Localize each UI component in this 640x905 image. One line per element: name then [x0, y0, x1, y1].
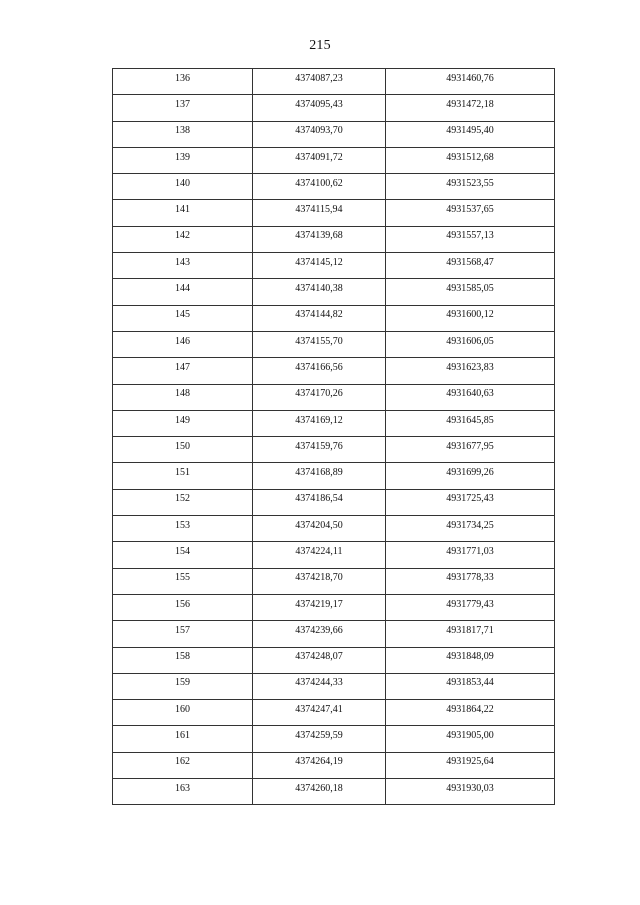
y-coordinate-cell: 4931523,55: [386, 174, 555, 200]
point-number-cell: 162: [113, 752, 253, 778]
table-row: [113, 226, 555, 252]
y-coordinate-cell: 4931925,64: [386, 752, 555, 778]
point-number-cell: 141: [113, 200, 253, 226]
y-coordinate-cell: 4931817,71: [386, 621, 555, 647]
y-coordinate-cell: 4931606,05: [386, 331, 555, 357]
x-coordinate-cell: 4374247,41: [253, 700, 386, 726]
y-coordinate-cell: 4931734,25: [386, 516, 555, 542]
x-coordinate-cell: 4374259,59: [253, 726, 386, 752]
x-coordinate-cell: 4374248,07: [253, 647, 386, 673]
y-coordinate-cell: 4931778,33: [386, 568, 555, 594]
x-coordinate-cell: 4374145,12: [253, 253, 386, 279]
point-number-cell: 150: [113, 437, 253, 463]
y-coordinate-cell: 4931472,18: [386, 95, 555, 121]
table-row: [113, 384, 555, 410]
y-coordinate-cell: 4931645,85: [386, 410, 555, 436]
y-coordinate-cell: 4931495,40: [386, 121, 555, 147]
table-row: [113, 200, 555, 226]
table-row: [113, 69, 555, 95]
x-coordinate-cell: 4374204,50: [253, 516, 386, 542]
x-coordinate-cell: 4374139,68: [253, 226, 386, 252]
x-coordinate-cell: 4374244,33: [253, 673, 386, 699]
point-number-cell: 159: [113, 673, 253, 699]
table-row: [113, 463, 555, 489]
point-number-cell: 136: [113, 69, 253, 95]
x-coordinate-cell: 4374091,72: [253, 147, 386, 173]
table-row: [113, 779, 555, 805]
table-row: [113, 410, 555, 436]
point-number-cell: 142: [113, 226, 253, 252]
point-number-cell: 148: [113, 384, 253, 410]
table-row: [113, 437, 555, 463]
point-number-cell: 146: [113, 331, 253, 357]
y-coordinate-cell: 4931600,12: [386, 305, 555, 331]
table-row: [113, 305, 555, 331]
point-number-cell: 149: [113, 410, 253, 436]
y-coordinate-cell: 4931677,95: [386, 437, 555, 463]
point-number-cell: 156: [113, 594, 253, 620]
point-number-cell: 139: [113, 147, 253, 173]
x-coordinate-cell: 4374093,70: [253, 121, 386, 147]
x-coordinate-cell: 4374260,18: [253, 779, 386, 805]
x-coordinate-cell: 4374168,89: [253, 463, 386, 489]
x-coordinate-cell: 4374166,56: [253, 358, 386, 384]
x-coordinate-cell: 4374170,26: [253, 384, 386, 410]
x-coordinate-cell: 4374100,62: [253, 174, 386, 200]
x-coordinate-cell: 4374219,17: [253, 594, 386, 620]
point-number-cell: 153: [113, 516, 253, 542]
y-coordinate-cell: 4931848,09: [386, 647, 555, 673]
table-row: [113, 174, 555, 200]
x-coordinate-cell: 4374140,38: [253, 279, 386, 305]
y-coordinate-cell: 4931779,43: [386, 594, 555, 620]
point-number-cell: 145: [113, 305, 253, 331]
point-number-cell: 152: [113, 489, 253, 515]
table-row: [113, 121, 555, 147]
y-coordinate-cell: 4931771,03: [386, 542, 555, 568]
y-coordinate-cell: 4931537,65: [386, 200, 555, 226]
x-coordinate-cell: 4374264,19: [253, 752, 386, 778]
point-number-cell: 144: [113, 279, 253, 305]
y-coordinate-cell: 4931640,63: [386, 384, 555, 410]
x-coordinate-cell: 4374115,94: [253, 200, 386, 226]
table-row: [113, 621, 555, 647]
y-coordinate-cell: 4931699,26: [386, 463, 555, 489]
x-coordinate-cell: 4374087,23: [253, 69, 386, 95]
point-number-cell: 155: [113, 568, 253, 594]
table-row: [113, 489, 555, 515]
point-number-cell: 163: [113, 779, 253, 805]
point-number-cell: 147: [113, 358, 253, 384]
y-coordinate-cell: 4931585,05: [386, 279, 555, 305]
y-coordinate-cell: 4931460,76: [386, 69, 555, 95]
point-number-cell: 161: [113, 726, 253, 752]
table-row: [113, 594, 555, 620]
table-row: [113, 752, 555, 778]
table-row: [113, 568, 555, 594]
point-number-cell: 151: [113, 463, 253, 489]
y-coordinate-cell: 4931557,13: [386, 226, 555, 252]
x-coordinate-cell: 4374169,12: [253, 410, 386, 436]
point-number-cell: 154: [113, 542, 253, 568]
table-row: [113, 279, 555, 305]
x-coordinate-cell: 4374155,70: [253, 331, 386, 357]
table-row: [113, 700, 555, 726]
x-coordinate-cell: 4374224,11: [253, 542, 386, 568]
table-row: [113, 95, 555, 121]
page-number: 215: [309, 38, 331, 53]
point-number-cell: 138: [113, 121, 253, 147]
point-number-cell: 143: [113, 253, 253, 279]
coordinates-table-body: [113, 69, 555, 805]
point-number-cell: 160: [113, 700, 253, 726]
y-coordinate-cell: 4931512,68: [386, 147, 555, 173]
point-number-cell: 137: [113, 95, 253, 121]
table-row: [113, 516, 555, 542]
table-row: [113, 673, 555, 699]
table-row: [113, 331, 555, 357]
y-coordinate-cell: 4931930,03: [386, 779, 555, 805]
x-coordinate-cell: 4374095,43: [253, 95, 386, 121]
point-number-cell: 158: [113, 647, 253, 673]
table-row: [113, 542, 555, 568]
point-number-cell: 140: [113, 174, 253, 200]
y-coordinate-cell: 4931725,43: [386, 489, 555, 515]
y-coordinate-cell: 4931623,83: [386, 358, 555, 384]
y-coordinate-cell: 4931568,47: [386, 253, 555, 279]
x-coordinate-cell: 4374159,76: [253, 437, 386, 463]
y-coordinate-cell: 4931853,44: [386, 673, 555, 699]
table-row: [113, 147, 555, 173]
table-row: [113, 726, 555, 752]
point-number-cell: 157: [113, 621, 253, 647]
x-coordinate-cell: 4374186,54: [253, 489, 386, 515]
x-coordinate-cell: 4374218,70: [253, 568, 386, 594]
coordinates-table: [112, 68, 555, 805]
x-coordinate-cell: 4374144,82: [253, 305, 386, 331]
table-row: [113, 253, 555, 279]
y-coordinate-cell: 4931864,22: [386, 700, 555, 726]
y-coordinate-cell: 4931905,00: [386, 726, 555, 752]
table-row: [113, 358, 555, 384]
x-coordinate-cell: 4374239,66: [253, 621, 386, 647]
table-row: [113, 647, 555, 673]
